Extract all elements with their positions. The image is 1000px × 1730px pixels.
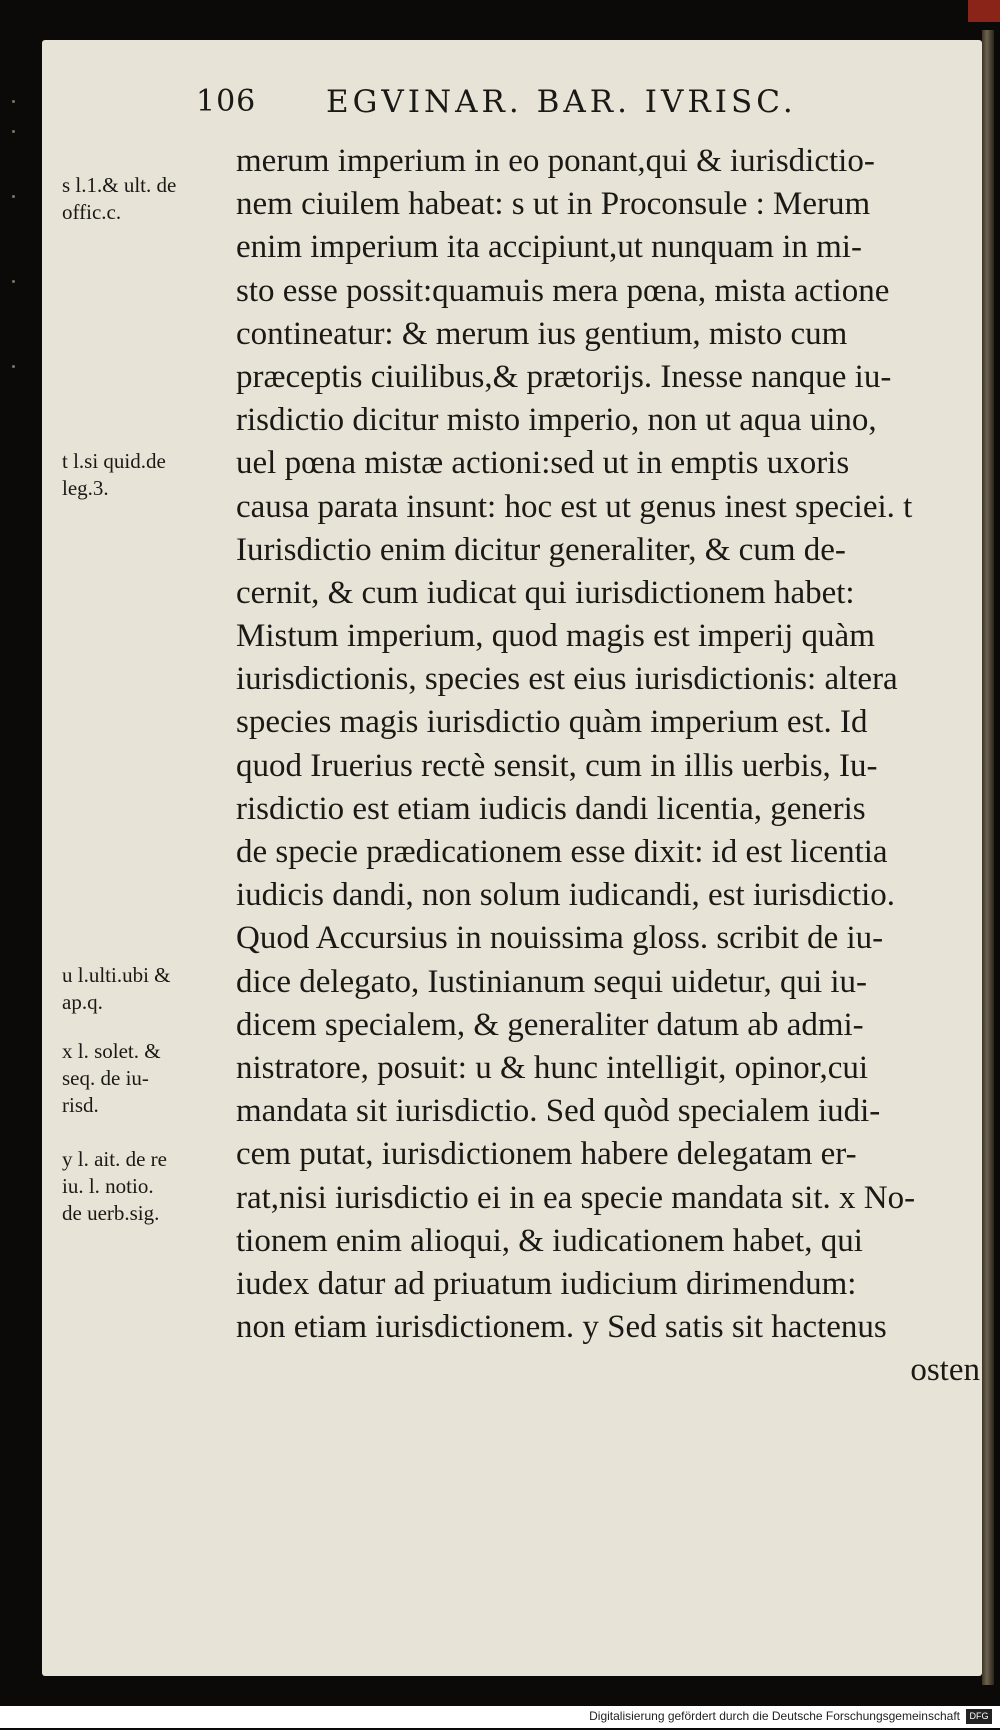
footer-credit: Digitalisierung gefördert durch die Deutsche Forschungsgemeinschaft bbox=[589, 1709, 960, 1723]
text-line: præceptis ciuilibus,& prætorijs. Inesse nanque iu- bbox=[236, 358, 892, 395]
marginal-note bbox=[62, 172, 254, 226]
text-line: de specie prædicationem esse dixit: id est licentia bbox=[236, 834, 888, 870]
text-line: contineatur: & merum ius gentium, misto cum bbox=[236, 315, 848, 352]
text-line: tionem enim alioqui, & iudicationem habet, qui bbox=[236, 1222, 863, 1259]
marginal-note bbox=[62, 1146, 254, 1227]
marginal-note-line: y l. ait. de re bbox=[62, 1147, 167, 1171]
text-line: non etiam iurisdictionem. y Sed satis sit hactenus bbox=[236, 1309, 887, 1346]
text-line: uel pœna mistæ actioni:sed ut in emptis uxoris bbox=[236, 445, 850, 482]
marginal-note-line: ap.q. bbox=[62, 990, 103, 1014]
marginal-note-line: u l.ulti.ubi & bbox=[62, 963, 171, 987]
digitization-footer bbox=[0, 1706, 1000, 1728]
marginal-note-line: seq. de iu- bbox=[62, 1066, 149, 1090]
text-line: causa parata insunt: hoc est ut genus inest speciei. t bbox=[236, 488, 913, 525]
marginal-note-line: t l.si quid.de bbox=[62, 449, 166, 473]
text-line: enim imperium ita accipiunt,ut nunquam in mi- bbox=[236, 229, 862, 266]
scanner-margin-dots bbox=[8, 100, 28, 400]
text-line: iudicis dandi, non solum iudicandi, est iurisdictio. bbox=[236, 877, 896, 914]
text-line: rat,nisi iurisdictio ei in ea specie mandata sit. x No- bbox=[236, 1179, 916, 1216]
text-line: iudex datur ad priuatum iudicium dirimendum: bbox=[236, 1265, 857, 1302]
dfg-logo: DFG bbox=[966, 1709, 992, 1724]
text-line: species magis iurisdictio quàm imperium est. Id bbox=[236, 704, 868, 741]
main-text-block bbox=[236, 140, 980, 1392]
text-line: risdictio dicitur misto imperio, non ut aqua uino, bbox=[236, 402, 877, 439]
marginal-note bbox=[62, 1038, 254, 1119]
marginal-note-line: risd. bbox=[62, 1093, 99, 1117]
page-edge bbox=[982, 30, 994, 1685]
page-header bbox=[196, 80, 856, 130]
text-line: quod Iruerius rectè sensit, cum in illis uerbis, Iu- bbox=[236, 747, 878, 784]
marginal-note-line: s l.1.& ult. de bbox=[62, 173, 177, 197]
text-line: risdictio est etiam iudicis dandi licentia, generis bbox=[236, 790, 866, 827]
marginal-note-line: offic.c. bbox=[62, 200, 122, 224]
text-line: Iurisdictio enim dicitur generaliter, & cum de- bbox=[236, 531, 846, 568]
text-line: merum imperium in eo ponant,qui & iurisdictio- bbox=[236, 143, 875, 179]
text-line: cem putat, iurisdictionem habere delegatam er- bbox=[236, 1136, 857, 1173]
running-title: EGVINAR. BAR. IVRISC. bbox=[326, 84, 797, 120]
text-line: nistratore, posuit: u & hunc intelligit, opinor,cui bbox=[236, 1049, 869, 1086]
page-number: 106 bbox=[196, 84, 257, 119]
text-line: Quod Accursius in nouissima gloss. scribit de iu- bbox=[236, 920, 884, 957]
text-line: iurisdictionis, species est eius iurisdictionis: altera bbox=[236, 661, 898, 698]
text-line: osten bbox=[910, 1352, 980, 1389]
marginal-note-line: iu. l. notio. bbox=[62, 1174, 154, 1198]
marginal-note-line: leg.3. bbox=[62, 476, 109, 500]
text-line: dice delegato, Iustinianum sequi uidetur, qui iu- bbox=[236, 963, 868, 1000]
text-line: Mistum imperium, quod magis est imperij quàm bbox=[236, 618, 875, 655]
marginal-note-line: x l. solet. & bbox=[62, 1039, 161, 1063]
marginal-note-line: de uerb.sig. bbox=[62, 1201, 160, 1225]
text-line: nem ciuilem habeat: s ut in Proconsule : Merum bbox=[236, 186, 871, 223]
marginal-note bbox=[62, 962, 254, 1016]
text-line: cernit, & cum iudicat qui iurisdictionem habet: bbox=[236, 574, 855, 611]
text-line: dicem specialem, & generaliter datum ab admi- bbox=[236, 1006, 864, 1043]
book-cover-corner bbox=[968, 0, 1000, 22]
text-line: mandata sit iurisdictio. Sed quòd specialem iudi- bbox=[236, 1093, 881, 1130]
text-line: sto esse possit:quamuis mera pœna, mista actione bbox=[236, 272, 890, 309]
marginal-note bbox=[62, 448, 254, 502]
